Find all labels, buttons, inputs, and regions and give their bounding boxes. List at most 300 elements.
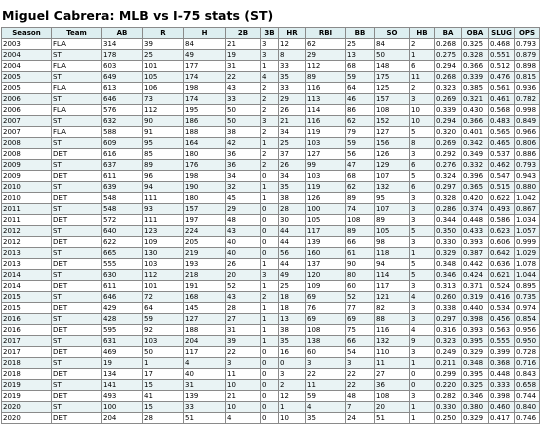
table-cell-rbi: 117 — [306, 226, 346, 237]
table-cell-oba: 0.328 — [462, 50, 489, 61]
table-cell-hr: 33 — [279, 83, 306, 94]
table-cell-hr: 25 — [279, 138, 306, 149]
table-cell-team: ST — [52, 72, 102, 83]
table-cell-season: 2004 — [2, 61, 52, 72]
column-header-season[interactable]: Season — [2, 28, 52, 39]
table-cell-oba: 0.325 — [462, 39, 489, 50]
table-cell-r: 101 — [143, 61, 184, 72]
table-header-row — [2, 28, 540, 39]
table-cell-hb: 3 — [410, 149, 435, 160]
column-header-bb[interactable]: BB — [346, 28, 375, 39]
table-cell-hb: 1 — [410, 402, 435, 413]
table-cell-ab: 665 — [102, 248, 143, 259]
table-cell-oba: 0.349 — [462, 149, 489, 160]
table-cell-2b: 22 — [226, 347, 261, 358]
table-cell-team: ST — [52, 380, 102, 391]
table-cell-so: 126 — [375, 149, 410, 160]
table-cell-h: 139 — [184, 391, 226, 402]
table-cell-bb: 90 — [346, 259, 375, 270]
table-row — [2, 72, 540, 83]
table-cell-bb: 60 — [346, 281, 375, 292]
table-cell-season: 2010 — [2, 193, 52, 204]
table-cell-ba: 0.297 — [435, 182, 462, 193]
table-cell-oba: 0.393 — [462, 237, 489, 248]
table-cell-h: 40 — [184, 369, 226, 380]
table-cell-ba: 0.286 — [435, 204, 462, 215]
table-cell-hb: 1 — [410, 248, 435, 259]
table-cell-oba: 0.424 — [462, 270, 489, 281]
table-cell-rbi: 22 — [306, 369, 346, 380]
stats-table-container[interactable] — [0, 27, 540, 422]
table-cell-hr: 35 — [279, 182, 306, 193]
table-cell-2b: 31 — [226, 325, 261, 336]
table-cell-slug: 0.399 — [489, 347, 515, 358]
table-cell-hr: 13 — [279, 314, 306, 325]
table-cell-season: 2011 — [2, 204, 52, 215]
table-cell-slug: 0.524 — [489, 281, 515, 292]
table-cell-so: 108 — [375, 105, 410, 116]
table-cell-ab: 178 — [102, 50, 143, 61]
table-cell-ab: 640 — [102, 226, 143, 237]
table-cell-2b: 10 — [226, 402, 261, 413]
table-cell-r: 111 — [143, 215, 184, 226]
table-cell-ba: 0.316 — [435, 325, 462, 336]
table-cell-h: 204 — [184, 336, 226, 347]
table-cell-h: 31 — [184, 380, 226, 391]
table-cell-slug: 0.368 — [489, 358, 515, 369]
table-cell-ab: 572 — [102, 215, 143, 226]
table-cell-bb: 59 — [346, 138, 375, 149]
table-cell-rbi: 116 — [306, 116, 346, 127]
table-cell-ba: 0.313 — [435, 281, 462, 292]
table-cell-oba: 0.371 — [462, 281, 489, 292]
table-cell-rbi: 105 — [306, 215, 346, 226]
table-row — [2, 402, 540, 413]
table-cell-h: 188 — [184, 127, 226, 138]
table-cell-rbi: 59 — [306, 391, 346, 402]
table-cell-bb: 68 — [346, 61, 375, 72]
table-cell-season: 2010 — [2, 182, 52, 193]
table-cell-h: 180 — [184, 149, 226, 160]
table-cell-h: 4 — [184, 358, 226, 369]
table-cell-r: 50 — [143, 347, 184, 358]
table-cell-ba: 0.299 — [435, 369, 462, 380]
table-row — [2, 347, 540, 358]
table-cell-slug: 0.333 — [489, 380, 515, 391]
table-cell-team: ST — [52, 248, 102, 259]
table-cell-so: 157 — [375, 94, 410, 105]
table-cell-3b: 0 — [261, 358, 279, 369]
table-cell-r: 95 — [143, 138, 184, 149]
table-cell-ops: 0.886 — [515, 149, 540, 160]
column-header-2b[interactable]: 2B — [226, 28, 261, 39]
table-cell-3b: 3 — [261, 50, 279, 61]
table-cell-3b: 3 — [261, 270, 279, 281]
table-cell-3b: 0 — [261, 380, 279, 391]
table-cell-2b: 4 — [226, 413, 261, 424]
table-cell-season: 2005 — [2, 72, 52, 83]
table-cell-ops: 0.793 — [515, 39, 540, 50]
table-cell-2b: 42 — [226, 138, 261, 149]
table-cell-ba: 0.294 — [435, 116, 462, 127]
table-cell-slug: 0.537 — [489, 149, 515, 160]
table-cell-r: 72 — [143, 292, 184, 303]
table-cell-ba: 0.220 — [435, 380, 462, 391]
column-header-so[interactable]: SO — [375, 28, 410, 39]
table-cell-ab: 429 — [102, 303, 143, 314]
table-cell-ab: 613 — [102, 83, 143, 94]
table-cell-season: 2018 — [2, 358, 52, 369]
table-row — [2, 325, 540, 336]
table-cell-3b: 1 — [261, 336, 279, 347]
table-cell-slug: 0.555 — [489, 336, 515, 347]
table-cell-oba: 0.329 — [462, 347, 489, 358]
table-cell-r: 96 — [143, 171, 184, 182]
table-cell-ab: 631 — [102, 336, 143, 347]
table-cell-h: 193 — [184, 259, 226, 270]
table-cell-so: 107 — [375, 204, 410, 215]
table-row — [2, 270, 540, 281]
table-cell-2b: 52 — [226, 281, 261, 292]
table-cell-oba: 0.329 — [462, 413, 489, 424]
table-cell-ab: 595 — [102, 325, 143, 336]
table-cell-bb: 66 — [346, 336, 375, 347]
table-cell-hb: 5 — [410, 127, 435, 138]
table-cell-h: 49 — [184, 50, 226, 61]
table-cell-r: 41 — [143, 391, 184, 402]
table-cell-bb: 59 — [346, 72, 375, 83]
table-cell-3b: 4 — [261, 72, 279, 83]
column-header-r[interactable]: R — [143, 28, 184, 39]
table-cell-ab: 469 — [102, 347, 143, 358]
table-cell-ba: 0.339 — [435, 105, 462, 116]
table-cell-ops: 1.034 — [515, 215, 540, 226]
table-cell-rbi: 103 — [306, 138, 346, 149]
table-row — [2, 281, 540, 292]
table-cell-team: DET — [52, 413, 102, 424]
table-cell-rbi: 109 — [306, 281, 346, 292]
table-cell-oba: 0.348 — [462, 358, 489, 369]
table-cell-team: DET — [52, 149, 102, 160]
table-cell-team: ST — [52, 402, 102, 413]
table-cell-rbi: 103 — [306, 171, 346, 182]
table-cell-season: 2008 — [2, 149, 52, 160]
table-cell-hr: 37 — [279, 149, 306, 160]
table-cell-oba: 0.339 — [462, 72, 489, 83]
table-row — [2, 292, 540, 303]
table-cell-ab: 100 — [102, 402, 143, 413]
table-cell-2b: 43 — [226, 226, 261, 237]
table-cell-hr: 21 — [279, 116, 306, 127]
table-cell-2b: 48 — [226, 215, 261, 226]
table-cell-slug: 0.460 — [489, 402, 515, 413]
column-header-h[interactable]: H — [184, 28, 226, 39]
table-row — [2, 336, 540, 347]
table-cell-so: 114 — [375, 270, 410, 281]
column-header-slug[interactable]: SLUG — [489, 28, 515, 39]
table-cell-rbi: 112 — [306, 61, 346, 72]
table-cell-so: 51 — [375, 413, 410, 424]
table-cell-r: 109 — [143, 237, 184, 248]
table-cell-slug: 0.448 — [489, 369, 515, 380]
table-cell-rbi: 139 — [306, 237, 346, 248]
table-row — [2, 39, 540, 50]
table-cell-r: 59 — [143, 314, 184, 325]
table-cell-3b: 1 — [261, 314, 279, 325]
table-cell-hr: 26 — [279, 105, 306, 116]
table-row — [2, 127, 540, 138]
table-cell-ba: 0.320 — [435, 127, 462, 138]
page-title: Miguel Cabrera: MLB vs I-75 stats (ST) — [2, 8, 274, 23]
table-cell-hr: 30 — [279, 215, 306, 226]
table-cell-ab: 204 — [102, 413, 143, 424]
table-cell-team: ST — [52, 204, 102, 215]
column-header-ab[interactable]: AB — [102, 28, 143, 39]
table-cell-ba: 0.260 — [435, 292, 462, 303]
table-cell-ab: 649 — [102, 72, 143, 83]
table-cell-so: 88 — [375, 314, 410, 325]
table-cell-2b: 29 — [226, 204, 261, 215]
column-header-hb[interactable]: HB — [410, 28, 435, 39]
table-cell-3b: 2 — [261, 292, 279, 303]
table-cell-so: 132 — [375, 336, 410, 347]
table-cell-so: 121 — [375, 292, 410, 303]
table-cell-ab: 622 — [102, 237, 143, 248]
column-header-ops[interactable]: OPS — [515, 28, 540, 39]
table-cell-2b: 39 — [226, 336, 261, 347]
table-cell-h: 188 — [184, 325, 226, 336]
table-cell-ops: 0.658 — [515, 380, 540, 391]
table-cell-bb: 74 — [346, 204, 375, 215]
table-cell-hb: 8 — [410, 138, 435, 149]
table-cell-ab: 588 — [102, 127, 143, 138]
table-cell-ba: 0.297 — [435, 314, 462, 325]
table-cell-h: 190 — [184, 182, 226, 193]
table-cell-hb: 3 — [410, 303, 435, 314]
table-row — [2, 248, 540, 259]
table-cell-hb: 3 — [410, 204, 435, 215]
table-cell-ba: 0.292 — [435, 149, 462, 160]
table-cell-season: 2016 — [2, 325, 52, 336]
table-cell-hr: 44 — [279, 237, 306, 248]
table-row — [2, 369, 540, 380]
table-cell-ab: 548 — [102, 204, 143, 215]
table-cell-slug: 0.493 — [489, 204, 515, 215]
table-cell-h: 174 — [184, 72, 226, 83]
table-cell-r: 91 — [143, 127, 184, 138]
table-cell-2b: 50 — [226, 105, 261, 116]
column-header-ba[interactable]: BA — [435, 28, 462, 39]
table-cell-hr: 0 — [279, 358, 306, 369]
table-cell-3b: 1 — [261, 259, 279, 270]
table-body — [2, 39, 540, 424]
table-cell-bb: 80 — [346, 270, 375, 281]
table-cell-season: 2007 — [2, 116, 52, 127]
table-cell-2b: 50 — [226, 116, 261, 127]
table-cell-r: 39 — [143, 39, 184, 50]
table-cell-h: 51 — [184, 413, 226, 424]
table-cell-bb: 64 — [346, 83, 375, 94]
table-cell-season: 2017 — [2, 347, 52, 358]
table-cell-season: 2003 — [2, 39, 52, 50]
table-cell-ba: 0.323 — [435, 336, 462, 347]
table-cell-3b: 1 — [261, 138, 279, 149]
table-cell-2b: 21 — [226, 39, 261, 50]
table-cell-2b: 3 — [226, 358, 261, 369]
table-cell-2b: 38 — [226, 127, 261, 138]
table-cell-r: 112 — [143, 105, 184, 116]
table-cell-rbi: 35 — [306, 413, 346, 424]
table-cell-season: 2015 — [2, 303, 52, 314]
table-cell-bb: 89 — [346, 226, 375, 237]
table-cell-slug: 0.476 — [489, 72, 515, 83]
table-cell-ba: 0.350 — [435, 226, 462, 237]
table-cell-ops: 0.815 — [515, 72, 540, 83]
table-cell-hb: 9 — [410, 336, 435, 347]
table-cell-season: 2014 — [2, 281, 52, 292]
table-cell-2b: 34 — [226, 171, 261, 182]
column-header-3b[interactable]: 3B — [261, 28, 279, 39]
table-cell-so: 36 — [375, 380, 410, 391]
table-cell-h: 157 — [184, 204, 226, 215]
table-cell-ba: 0.348 — [435, 259, 462, 270]
table-cell-ab: 428 — [102, 314, 143, 325]
table-cell-2b: 21 — [226, 391, 261, 402]
table-cell-hr: 56 — [279, 248, 306, 259]
table-cell-hb: 0 — [410, 369, 435, 380]
table-cell-ab: 639 — [102, 182, 143, 193]
table-cell-hr: 16 — [279, 347, 306, 358]
table-cell-oba: 0.401 — [462, 127, 489, 138]
table-cell-ops: 0.716 — [515, 358, 540, 369]
column-header-rbi[interactable]: RBI — [306, 28, 346, 39]
table-cell-hr: 12 — [279, 391, 306, 402]
table-cell-3b: 0 — [261, 402, 279, 413]
table-cell-hb: 10 — [410, 105, 435, 116]
table-cell-bb: 108 — [346, 215, 375, 226]
table-cell-season: 2009 — [2, 171, 52, 182]
table-cell-h: 219 — [184, 248, 226, 259]
table-row — [2, 50, 540, 61]
table-cell-team: FLA — [52, 105, 102, 116]
table-cell-bb: 7 — [346, 402, 375, 413]
table-cell-2b: 19 — [226, 50, 261, 61]
table-cell-bb: 54 — [346, 347, 375, 358]
table-cell-ops: 0.806 — [515, 138, 540, 149]
table-cell-bb: 75 — [346, 325, 375, 336]
table-cell-season: 2011 — [2, 215, 52, 226]
table-cell-h: 33 — [184, 402, 226, 413]
table-cell-so: 105 — [375, 226, 410, 237]
table-row — [2, 237, 540, 248]
table-cell-ops: 0.966 — [515, 127, 540, 138]
table-cell-ab: 19 — [102, 358, 143, 369]
table-cell-rbi: 60 — [306, 347, 346, 358]
table-cell-3b: 0 — [261, 226, 279, 237]
table-cell-hr: 49 — [279, 270, 306, 281]
table-cell-h: 198 — [184, 83, 226, 94]
table-row — [2, 358, 540, 369]
table-cell-3b: 1 — [261, 61, 279, 72]
table-cell-rbi: 137 — [306, 259, 346, 270]
table-cell-r: 85 — [143, 149, 184, 160]
table-cell-r: 92 — [143, 325, 184, 336]
table-cell-ab: 632 — [102, 116, 143, 127]
table-cell-so: 117 — [375, 281, 410, 292]
table-cell-3b: 1 — [261, 182, 279, 193]
table-cell-team: DET — [52, 325, 102, 336]
table-cell-hb: 5 — [410, 171, 435, 182]
table-row — [2, 204, 540, 215]
table-cell-slug: 0.606 — [489, 237, 515, 248]
table-cell-season: 2016 — [2, 314, 52, 325]
table-cell-bb: 47 — [346, 160, 375, 171]
table-cell-hb: 0 — [410, 380, 435, 391]
table-cell-so: 116 — [375, 325, 410, 336]
table-cell-slug: 0.483 — [489, 116, 515, 127]
table-cell-h: 84 — [184, 39, 226, 50]
table-cell-ba: 0.268 — [435, 39, 462, 50]
table-cell-so: 132 — [375, 182, 410, 193]
table-cell-ops: 0.943 — [515, 171, 540, 182]
table-cell-ops: 0.999 — [515, 237, 540, 248]
table-cell-r: 105 — [143, 72, 184, 83]
table-cell-2b: 26 — [226, 259, 261, 270]
table-cell-ops: 1.029 — [515, 248, 540, 259]
table-cell-oba: 0.396 — [462, 171, 489, 182]
table-cell-hr: 12 — [279, 39, 306, 50]
table-cell-team: DET — [52, 303, 102, 314]
table-cell-r: 103 — [143, 336, 184, 347]
table-row — [2, 226, 540, 237]
table-cell-bb: 13 — [346, 50, 375, 61]
table-cell-bb: 62 — [346, 182, 375, 193]
table-cell-ab: 646 — [102, 292, 143, 303]
table-cell-3b: 0 — [261, 215, 279, 226]
table-cell-so: 118 — [375, 248, 410, 259]
table-cell-ops: 0.956 — [515, 325, 540, 336]
table-cell-team: ST — [52, 94, 102, 105]
table-cell-hr: 35 — [279, 72, 306, 83]
table-cell-hb: 3 — [410, 215, 435, 226]
table-cell-3b: 3 — [261, 116, 279, 127]
table-row — [2, 83, 540, 94]
table-cell-ba: 0.329 — [435, 248, 462, 259]
table-cell-hb: 2 — [410, 39, 435, 50]
table-cell-r: 130 — [143, 248, 184, 259]
table-row — [2, 259, 540, 270]
table-cell-slug: 0.568 — [489, 105, 515, 116]
column-header-team[interactable]: Team — [52, 28, 102, 39]
table-cell-ops: 0.974 — [515, 303, 540, 314]
table-cell-rbi: 114 — [306, 105, 346, 116]
table-cell-ops: 0.849 — [515, 116, 540, 127]
table-cell-ops: 0.880 — [515, 182, 540, 193]
table-cell-rbi: 4 — [306, 402, 346, 413]
table-cell-ab: 611 — [102, 171, 143, 182]
table-cell-hb: 4 — [410, 325, 435, 336]
table-cell-ops: 1.078 — [515, 259, 540, 270]
table-cell-team: ST — [52, 292, 102, 303]
table-cell-oba: 0.395 — [462, 336, 489, 347]
table-cell-season: 2007 — [2, 127, 52, 138]
table-cell-season: 2019 — [2, 391, 52, 402]
column-header-hr[interactable]: HR — [279, 28, 306, 39]
column-header-oba[interactable]: OBA — [462, 28, 489, 39]
table-cell-so: 27 — [375, 369, 410, 380]
table-cell-ops: 0.744 — [515, 391, 540, 402]
table-cell-rbi: 119 — [306, 182, 346, 193]
